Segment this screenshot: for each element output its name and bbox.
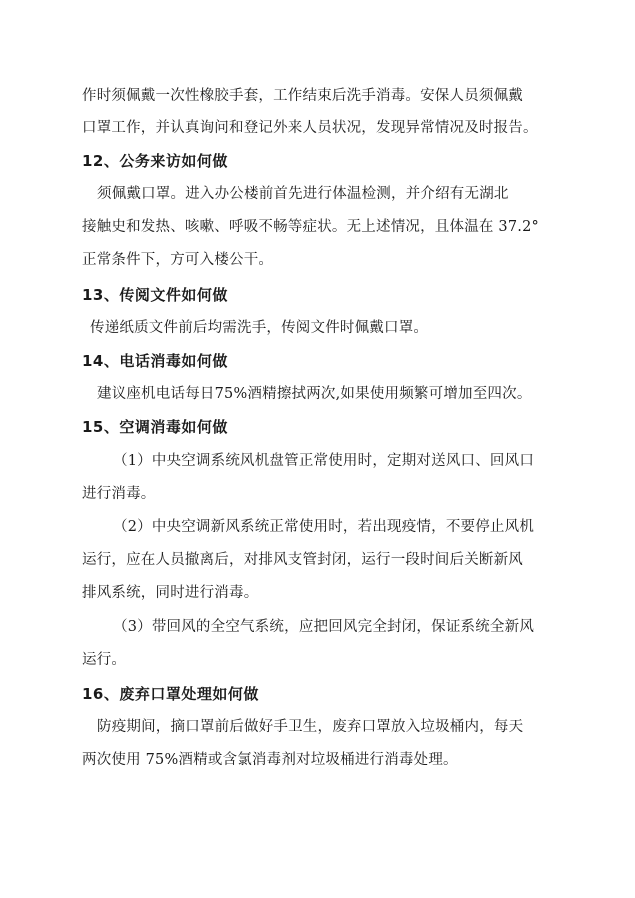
section-15-item-2-line-3: 排风系统，同时进行消毒。 [82,585,259,601]
section-12-heading: 12、公务来访如何做 [82,152,228,170]
section-16-heading: 16、废弃口罩处理如何做 [82,685,259,703]
section-12-line-2: 接触史和发热、咳嗽、呼吸不畅等症状。无上述情况，且体温在 37.2° [82,219,539,235]
section-12-line-1: 须佩戴口罩。进入办公楼前首先进行体温检测，并介绍有无湖北 [97,186,509,202]
section-14-line-1: 建议座机电话每日75%酒精擦拭两次,如果使用频繁可增加至四次。 [97,386,532,402]
section-15-item-3-line-2: 运行。 [82,652,127,668]
section-15-heading: 15、空调消毒如何做 [82,418,228,436]
section-13-heading: 13、传阅文件如何做 [82,286,228,304]
intro-line-1: 作时须佩戴一次性橡胶手套，工作结束后洗手消毒。安保人员须佩戴 [82,88,523,104]
section-15-item-2-line-2: 运行，应在人员撤离后，对排风支管封闭，运行一段时间后关断新风 [82,552,523,568]
section-14-heading: 14、电话消毒如何做 [82,352,228,370]
intro-line-2: 口罩工作，并认真询问和登记外来人员状况，发现异常情况及时报告。 [82,120,538,136]
section-15-item-3-line-1: （3）带回风的全空气系统，应把回风完全封闭，保证系统全新风 [113,619,535,635]
section-15-item-1-line-1: （1）中央空调系统风机盘管正常使用时，定期对送风口、回风口 [113,453,535,469]
section-15-item-1-line-2: 进行消毒。 [82,486,156,502]
section-15-item-2-line-1: （2）中央空调新风系统正常使用时，若出现疫情，不要停止风机 [113,519,535,535]
section-16-line-1: 防疫期间，摘口罩前后做好手卫生，废弃口罩放入垃圾桶内，每天 [97,719,524,735]
section-16-line-2: 两次使用 75%酒精或含氯消毒剂对垃圾桶进行消毒处理。 [82,752,458,768]
section-12-line-3: 正常条件下，方可入楼公干。 [82,252,274,268]
section-13-line-1: 传递纸质文件前后均需洗手，传阅文件时佩戴口罩。 [90,320,429,336]
